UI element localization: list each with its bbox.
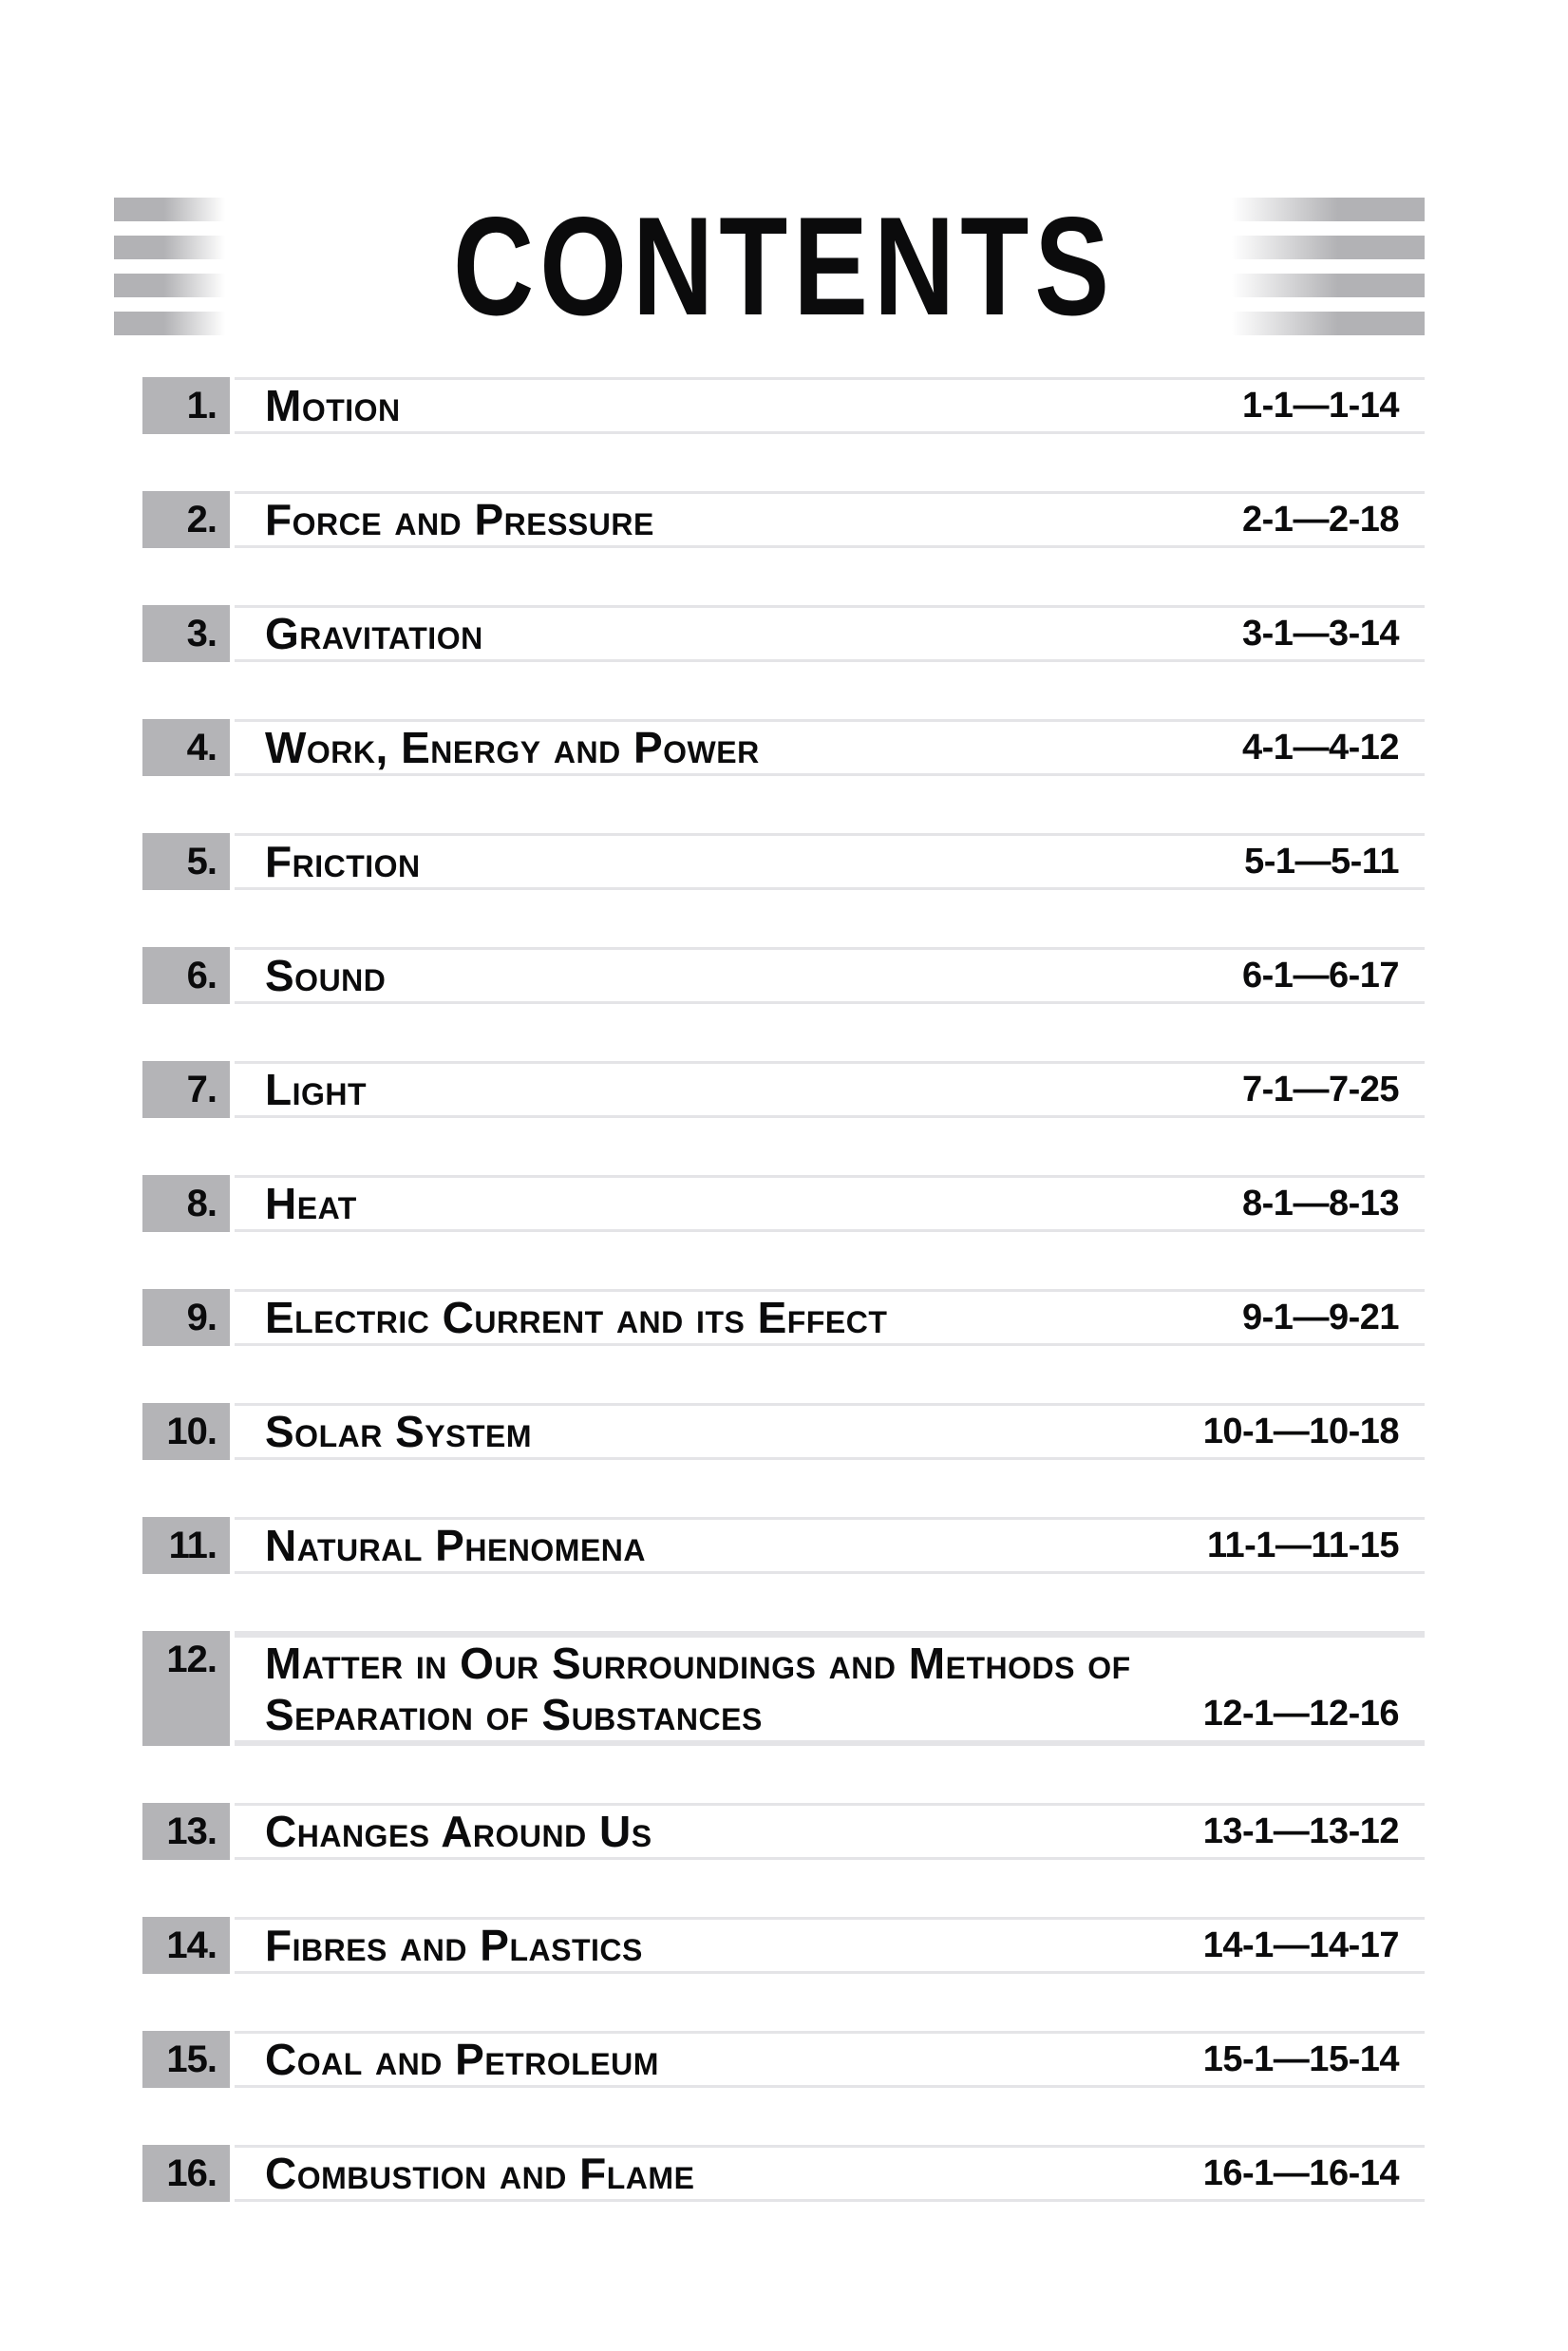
chapter-number-tab <box>142 947 230 1004</box>
chapter-page-range: 8-1—8-13 <box>1242 1183 1399 1223</box>
gradient-bar <box>1232 198 1425 221</box>
chapter-number-tab <box>142 833 230 890</box>
chapter-lines <box>235 1638 1425 1740</box>
chapter-lines <box>235 1292 1425 1343</box>
chapter-number: 15. <box>166 2038 217 2080</box>
chapter-number-tab <box>142 719 230 776</box>
chapter-band <box>235 2145 1425 2202</box>
chapter-lines <box>235 1064 1425 1115</box>
toc-row <box>0 605 1568 662</box>
chapter-number: 12. <box>166 1639 217 1680</box>
chapter-number: 10. <box>166 1410 217 1452</box>
chapter-band <box>235 605 1425 662</box>
toc-row <box>0 1403 1568 1460</box>
chapter-number: 16. <box>166 2152 217 2194</box>
chapter-number-tab <box>142 1061 230 1118</box>
chapter-line <box>265 1806 1399 1857</box>
chapter-page-range: 15-1—15-14 <box>1202 2038 1399 2079</box>
chapter-number: 8. <box>186 1182 217 1224</box>
toc-row <box>0 719 1568 776</box>
chapter-page-range: 16-1—16-14 <box>1202 2152 1399 2193</box>
stripe-bottom <box>235 1740 1425 1747</box>
toc-row <box>0 1517 1568 1574</box>
chapter-number: 14. <box>166 1924 217 1966</box>
stripe-bottom <box>235 1571 1425 1574</box>
chapter-title: Changes Around Us <box>265 1807 652 1856</box>
chapter-page-range: 7-1—7-25 <box>1242 1069 1399 1109</box>
toc-row <box>0 2145 1568 2202</box>
stripe-bottom <box>235 2085 1425 2088</box>
chapter-page-range: 9-1—9-21 <box>1242 1297 1399 1337</box>
stripe-bottom <box>235 659 1425 662</box>
chapter-page-range: 14-1—14-17 <box>1202 1924 1399 1965</box>
chapter-title: Matter in Our Surroundings and Methods of <box>265 1638 1131 1688</box>
chapter-title: Sound <box>265 951 387 1000</box>
chapter-title: Electric Current and its Effect <box>265 1293 888 1342</box>
chapter-number-tab <box>142 2031 230 2088</box>
stripe-bottom <box>235 1971 1425 1974</box>
chapter-title: Coal and Petroleum <box>265 2035 659 2084</box>
chapter-title: Motion <box>265 381 401 430</box>
chapter-number-tab <box>142 1403 230 1460</box>
chapter-number-tab <box>142 1803 230 1860</box>
chapter-number: 3. <box>186 612 217 654</box>
chapter-number: 5. <box>186 840 217 882</box>
chapter-lines <box>235 1178 1425 1229</box>
toc-row <box>0 2031 1568 2088</box>
chapter-line <box>265 1920 1399 1971</box>
chapter-page-range: 4-1—4-12 <box>1242 727 1399 768</box>
chapter-line <box>265 1689 1399 1740</box>
chapter-title: Solar System <box>265 1407 533 1456</box>
chapter-line <box>265 722 1399 773</box>
chapter-page-range: 11-1—11-15 <box>1206 1525 1399 1565</box>
chapter-lines <box>235 1406 1425 1457</box>
chapter-line <box>265 2148 1399 2199</box>
chapter-line <box>265 950 1399 1001</box>
chapter-number: 1. <box>186 384 217 427</box>
chapter-lines <box>235 2034 1425 2085</box>
chapter-lines <box>235 836 1425 887</box>
chapter-number-tab <box>142 491 230 548</box>
chapter-band <box>235 719 1425 776</box>
chapter-title: Combustion and Flame <box>265 2149 695 2198</box>
chapter-number: 11. <box>168 1524 217 1566</box>
chapter-number-tab <box>142 605 230 662</box>
chapter-band <box>235 1631 1425 1746</box>
chapter-band <box>235 2031 1425 2088</box>
stripe-bottom <box>235 1229 1425 1232</box>
stripe-bottom <box>235 545 1425 548</box>
chapter-title: Light <box>265 1065 368 1114</box>
chapter-number: 7. <box>186 1068 217 1110</box>
chapter-page-range: 13-1—13-12 <box>1202 1811 1399 1851</box>
chapter-lines <box>235 2148 1425 2199</box>
stripe-bottom <box>235 1343 1425 1346</box>
stripe-bottom <box>235 887 1425 890</box>
chapter-line <box>265 1520 1399 1571</box>
gradient-bar <box>1232 274 1425 297</box>
chapter-band <box>235 1803 1425 1860</box>
chapter-band <box>235 1403 1425 1460</box>
decorative-bars-right <box>1232 198 1425 350</box>
chapter-title: Natural Phenomena <box>265 1521 647 1570</box>
chapter-number-tab <box>142 1917 230 1974</box>
chapter-page-range: 6-1—6-17 <box>1242 955 1399 995</box>
chapter-number: 4. <box>186 726 217 768</box>
chapter-band <box>235 1175 1425 1232</box>
chapter-line <box>265 1406 1399 1457</box>
toc-row <box>0 377 1568 434</box>
toc-row <box>0 1917 1568 1974</box>
chapter-lines <box>235 1806 1425 1857</box>
stripe-bottom <box>235 2199 1425 2202</box>
chapter-number: 2. <box>186 498 217 540</box>
chapter-page-range: 10-1—10-18 <box>1202 1411 1399 1451</box>
chapter-lines <box>235 722 1425 773</box>
chapter-title: Gravitation <box>265 609 483 658</box>
chapter-title: Work, Energy and Power <box>265 723 760 772</box>
chapter-number-tab <box>142 1631 230 1746</box>
chapter-number: 6. <box>186 954 217 996</box>
gradient-bar <box>1232 236 1425 259</box>
stripe-bottom <box>235 1001 1425 1004</box>
chapter-number-tab <box>142 1517 230 1574</box>
chapter-line <box>265 1064 1399 1115</box>
toc-row <box>0 947 1568 1004</box>
chapter-page-range: 12-1—12-16 <box>1202 1694 1399 1734</box>
chapter-lines <box>235 1920 1425 1971</box>
stripe-bottom <box>235 1457 1425 1460</box>
page-title: CONTENTS <box>453 188 1115 346</box>
toc-row <box>0 1289 1568 1346</box>
chapter-line <box>265 608 1399 659</box>
chapter-lines <box>235 950 1425 1001</box>
chapter-title: Fibres and Plastics <box>265 1921 643 1970</box>
stripe-bottom <box>235 1115 1425 1118</box>
chapter-number: 9. <box>186 1296 217 1338</box>
chapter-page-range: 1-1—1-14 <box>1242 385 1399 426</box>
gradient-bar <box>1232 312 1425 335</box>
table-of-contents <box>0 377 1568 2259</box>
chapter-title: Friction <box>265 837 421 886</box>
chapter-line <box>265 1292 1399 1343</box>
chapter-page-range: 3-1—3-14 <box>1242 613 1399 654</box>
toc-row <box>0 1803 1568 1860</box>
chapter-lines <box>235 608 1425 659</box>
chapter-lines <box>235 1520 1425 1571</box>
chapter-band <box>235 1061 1425 1118</box>
chapter-lines <box>235 380 1425 431</box>
stripe-bottom <box>235 431 1425 434</box>
toc-row <box>0 491 1568 548</box>
chapter-number-tab <box>142 1289 230 1346</box>
chapter-line <box>265 1178 1399 1229</box>
chapter-number-tab <box>142 1175 230 1232</box>
chapter-number-tab <box>142 2145 230 2202</box>
chapter-lines <box>235 494 1425 545</box>
stripe-bottom <box>235 773 1425 776</box>
chapter-page-range: 5-1—5-11 <box>1244 841 1399 882</box>
chapter-number-tab <box>142 377 230 434</box>
chapter-band <box>235 947 1425 1004</box>
chapter-line <box>265 494 1399 545</box>
chapter-line <box>265 2034 1399 2085</box>
toc-row <box>0 1175 1568 1232</box>
chapter-number: 13. <box>166 1810 217 1852</box>
chapter-line <box>265 836 1399 887</box>
stripe-bottom <box>235 1857 1425 1860</box>
chapter-band <box>235 833 1425 890</box>
toc-row <box>0 1061 1568 1118</box>
chapter-band <box>235 1289 1425 1346</box>
toc-row <box>0 1631 1568 1746</box>
chapter-title: Force and Pressure <box>265 495 654 544</box>
chapter-title: Heat <box>265 1179 357 1228</box>
chapter-band <box>235 1517 1425 1574</box>
chapter-line <box>265 380 1399 431</box>
chapter-page-range: 2-1—2-18 <box>1242 499 1399 540</box>
chapter-title: Separation of Substances <box>265 1689 763 1739</box>
chapter-band <box>235 377 1425 434</box>
chapter-band <box>235 1917 1425 1974</box>
chapter-band <box>235 491 1425 548</box>
toc-row <box>0 833 1568 890</box>
chapter-line <box>265 1638 1399 1689</box>
